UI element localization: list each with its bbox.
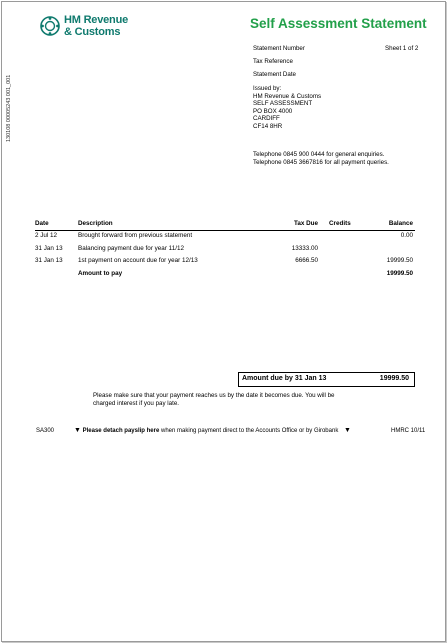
row-balance: 0.00 — [400, 232, 413, 239]
amount-to-pay-value: 19999.50 — [386, 269, 413, 277]
tax-reference-label: Tax Reference — [253, 58, 293, 65]
row-date: 2 Jul 12 — [35, 232, 58, 239]
logo-line-1: HM Revenue — [64, 14, 129, 26]
row-description: 1st payment on account due for year 12/13 — [78, 257, 198, 265]
col-credits-header: Credits — [329, 220, 351, 227]
col-balance-header: Balance — [388, 220, 413, 227]
row-tax-due: 13333.00 — [291, 244, 318, 252]
logo-line-2: & Customs — [64, 26, 121, 38]
telephone-payment: Telephone 0845 3667816 for all payment queries. — [253, 158, 389, 166]
side-reference: 130108 00005243 001_001 — [6, 74, 12, 142]
amount-due-value: 19999.50 — [379, 375, 409, 382]
hmrc-logo-text — [64, 14, 128, 38]
amount-to-pay-label: Amount to pay — [78, 269, 123, 277]
row-date: 31 Jan 13 — [35, 244, 63, 252]
payment-notice — [93, 392, 334, 407]
issuer-block — [253, 85, 321, 130]
crown-crest-icon — [39, 16, 61, 36]
col-date-header: Date — [35, 220, 49, 227]
sheet-indicator: Sheet 1 of 2 — [385, 45, 419, 52]
statement-page — [1, 1, 446, 642]
issuer-line: HM Revenue & Customs — [253, 92, 322, 100]
issuer-line: CF14 8HR — [253, 122, 283, 130]
table-row — [35, 256, 415, 269]
issuer-label: Issued by: — [253, 85, 282, 92]
telephone-general: Telephone 0845 900 0444 for general enquiries. — [253, 151, 385, 158]
issuer-line: SELF ASSESSMENT — [253, 100, 313, 107]
row-balance: 19999.50 — [386, 257, 413, 265]
notice-line-2: charged interest if you pay late. — [93, 399, 179, 407]
transactions-table — [35, 219, 415, 281]
col-tax-due-header: Tax Due — [293, 220, 318, 227]
total-row — [35, 269, 415, 282]
notice-line-1: Please make sure that your payment reaches us by the date it becomes due. You will be — [93, 392, 335, 399]
table-row — [35, 231, 415, 244]
down-arrow-icon: ▼ — [74, 427, 81, 434]
row-tax-due: 6666.50 — [295, 257, 318, 265]
form-code: SA300 — [36, 428, 55, 434]
statement-date-label: Statement Date — [253, 71, 296, 78]
form-version: HMRC 10/11 — [391, 428, 426, 434]
page-title: Self Assessment Statement — [250, 16, 427, 31]
row-description: Balancing payment due for year 11/12 — [78, 244, 184, 252]
detach-instruction-rest: when making payment direct to the Accounts Office or by Girobank — [161, 428, 339, 434]
col-description-header: Description — [78, 220, 113, 227]
amount-due-box — [238, 372, 415, 387]
table-row — [35, 244, 415, 257]
issuer-line: PO BOX 4000 — [253, 107, 293, 115]
down-arrow-icon: ▼ — [344, 427, 351, 434]
telephone-block — [253, 151, 389, 166]
row-date: 31 Jan 13 — [35, 257, 63, 265]
table-header — [35, 219, 415, 231]
statement-number-label: Statement Number — [253, 45, 305, 52]
detach-instruction-bold: Please detach payslip here — [82, 428, 160, 434]
amount-due-label: Amount due by 31 Jan 13 — [242, 375, 327, 382]
row-description: Brought forward from previous statement — [78, 232, 193, 239]
issuer-line: CARDIFF — [253, 115, 280, 122]
